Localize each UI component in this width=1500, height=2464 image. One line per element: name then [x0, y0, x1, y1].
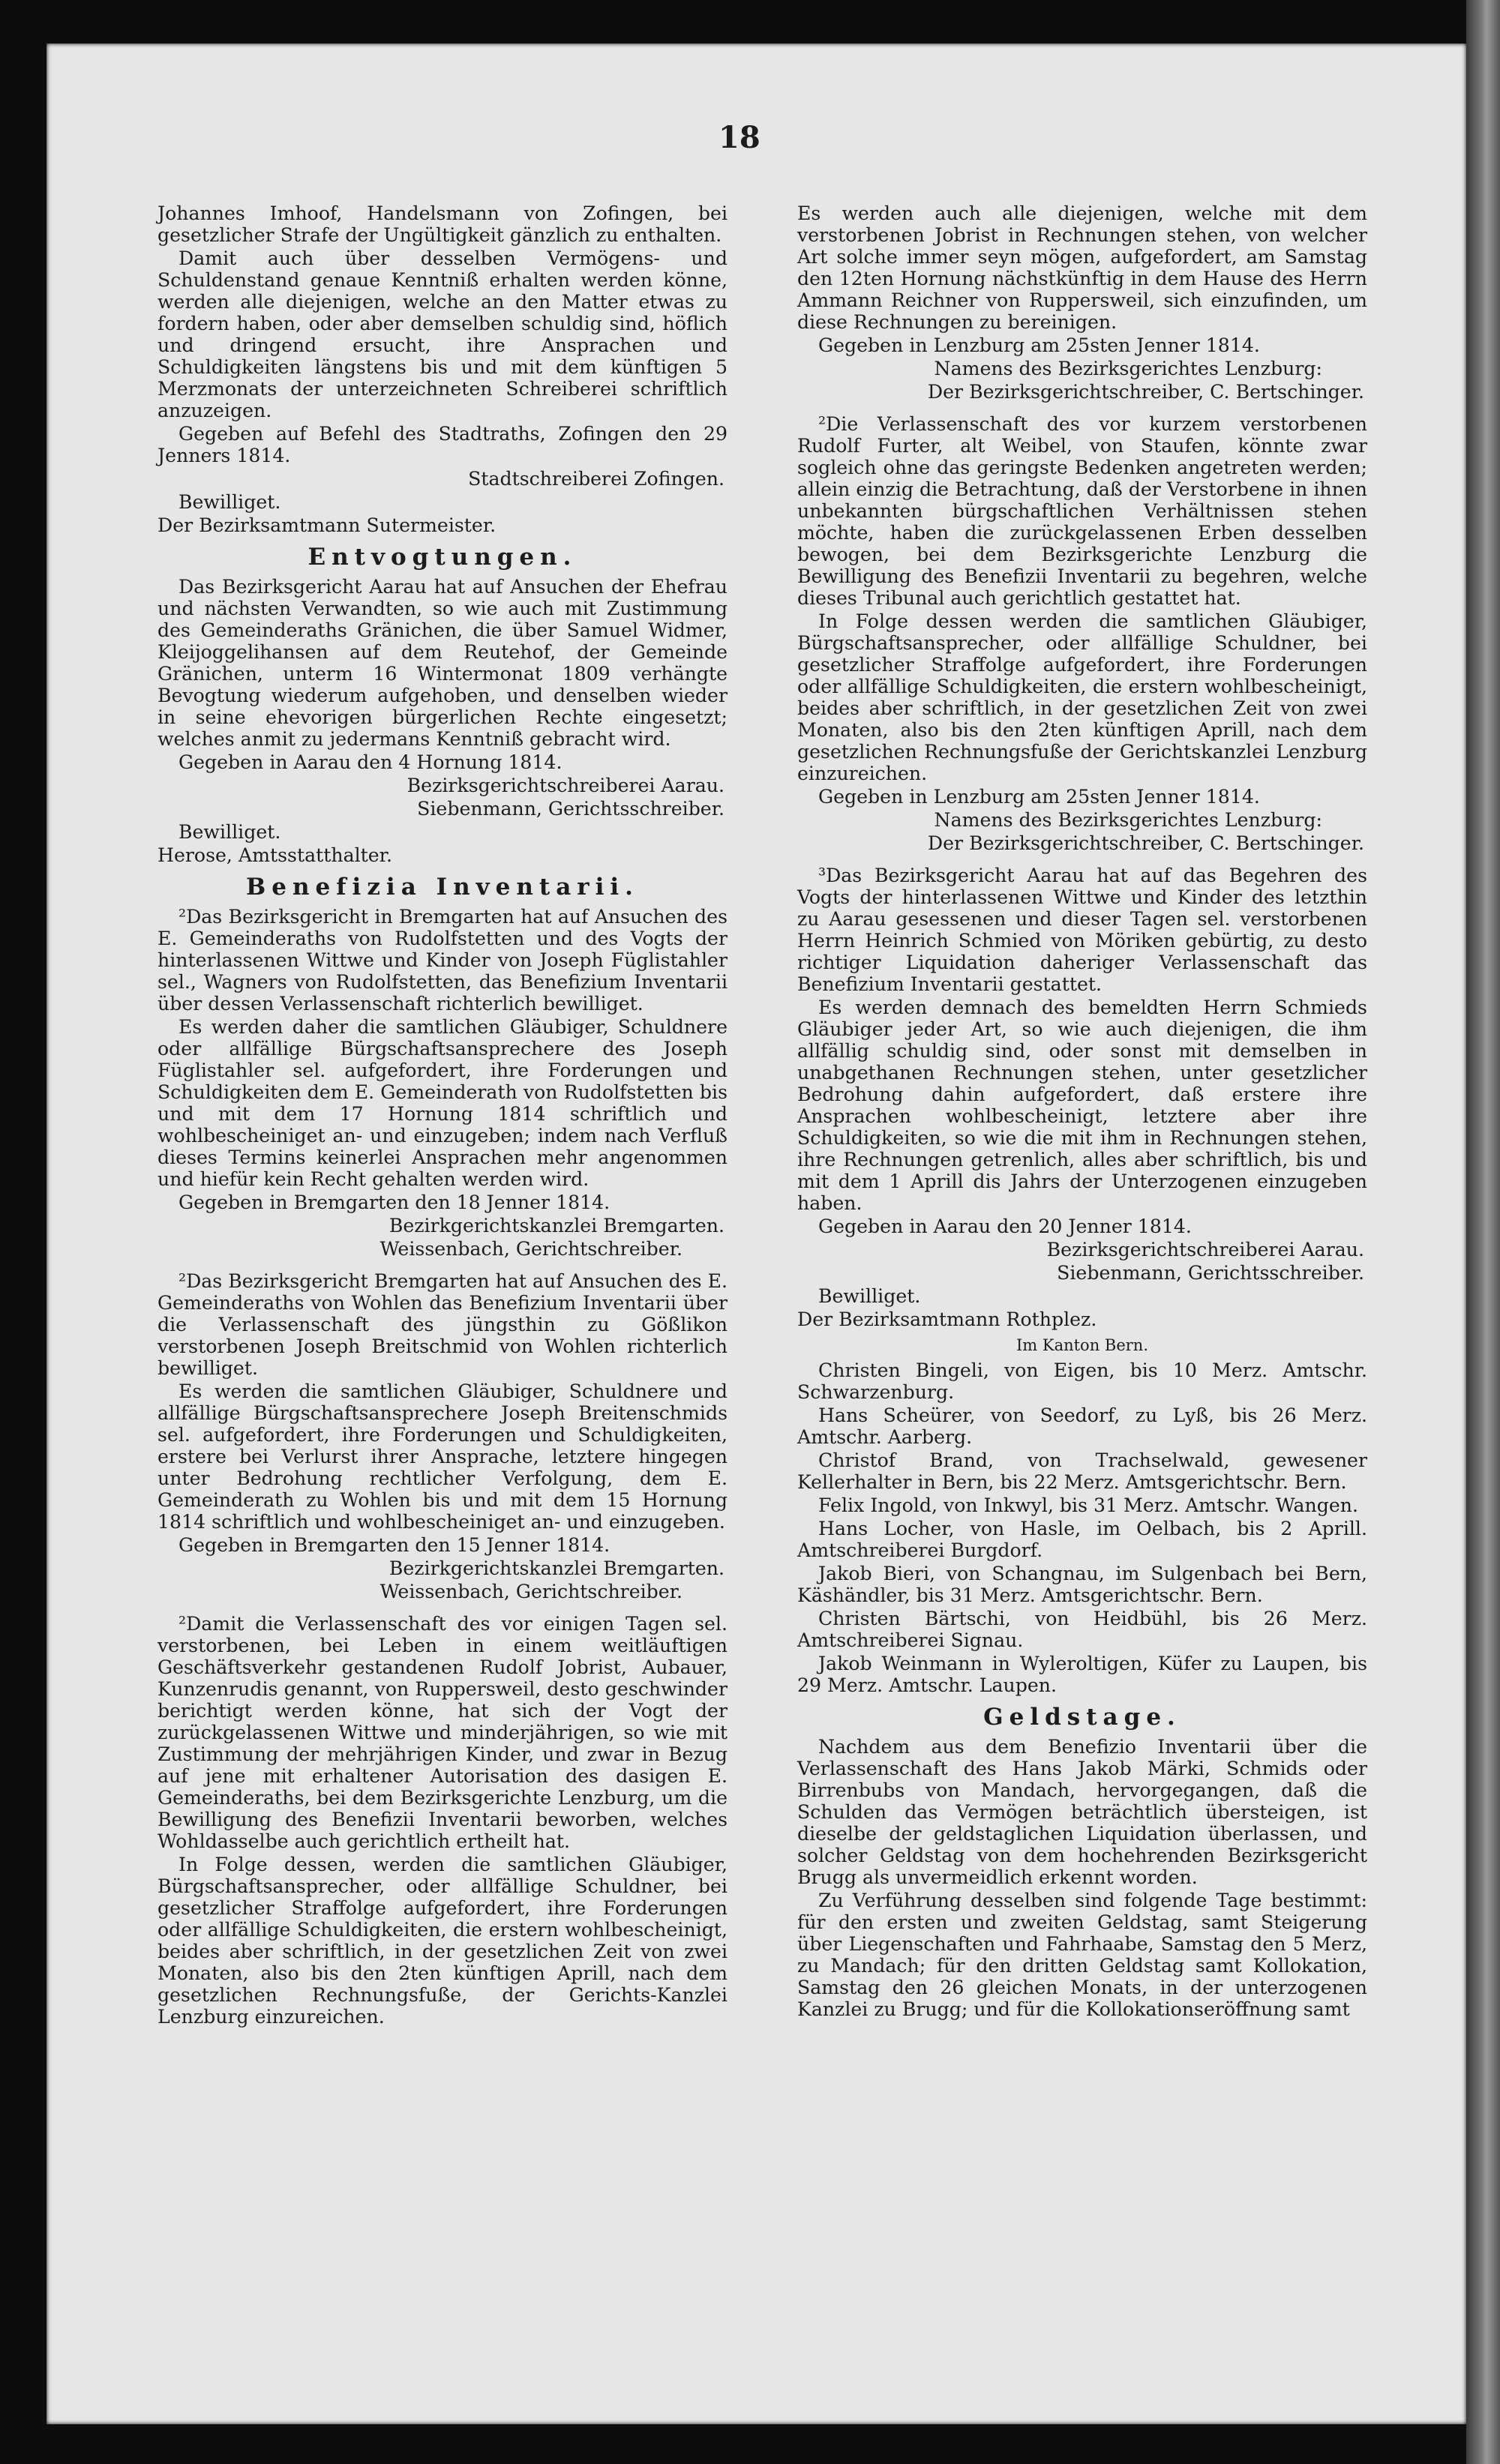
paragraph: Es werden die samtlichen Gläubiger, Schuldnere und allfällige Bürgschaftsansprechere Joseph Breitenschmids sel. aufgefordert, ihre Forderungen und Schuldigkeiten, erstere bei Verlurst ihrer Ansprache, letztere hingegen unter Bedrohung rechtlicher Verfolgung, dem E. Gemeinderath zu Wohlen bis und mit dem 15 Hornung 1814 schriftlich und wohlbescheiniget an- und einzugeben.	[158, 1380, 728, 1533]
paragraph: Johannes Imhoof, Handelsmann von Zofingen, bei gesetzlicher Strafe der Ungültigkeit gänzlich zu enthalten.	[158, 202, 728, 246]
left-column	[158, 202, 728, 2029]
signature: Bezirkgerichtskanzlei Bremgarten.	[388, 1557, 724, 1579]
signature: Der Bezirksgerichtschreiber, C. Bertschinger.	[927, 832, 1364, 854]
signature: Namens des Bezirksgerichtes Lenzburg:	[934, 358, 1322, 379]
signature: Siebenmann, Gerichtsschreiber.	[417, 798, 724, 820]
paragraph: Damit auch über desselben Vermögens- und Schuldenstand genaue Kenntniß erhalten werden könne, werden alle diejenigen, welche an den Matter etwas zu fordern haben, oder aber demselben schuldig sind, höflich und dringend ersucht, ihre Ansprachen und Schuldigkeiten längstens bis und mit dem künftigen 5 Merzmonats der unterzeichneten Schreiberei schriftlich anzuzeigen.	[158, 247, 728, 421]
signature: Bezirksgerichtschreiberei Aarau.	[1046, 1239, 1364, 1260]
section-heading-geldstage: Geldstage.	[983, 1704, 1181, 1731]
canton-label: Im Kanton Bern.	[1016, 1336, 1148, 1354]
paragraph: Es werden demnach des bemeldten Herrn Schmieds Gläubiger jeder Art, so wie auch diejenigen, die ihm allfällig schuldig sind, oder sonst mit demselben in unabgethanen Rechnungen stehen, unter gesetzlicher Bedrohung dahin aufgefordert, daß erstere ihre Ansprachen wohlbescheinigt, letztere aber ihre Schuldigkeiten, so wie die mit ihm in Rechnungen stehen, ihre Rechnungen getrenlich, alles aber schriftlich, bis und mit dem 1 Aprill dis Jahrs der Unterzogenen einzugeben haben.	[797, 997, 1367, 1214]
approval-by: Herose, Amtsstatthalter.	[158, 844, 392, 866]
paragraph: Das Bezirksgericht Aarau hat auf Ansuchen der Ehefrau und nächsten Verwandten, so wie auch mit Zustimmung des Gemeinderaths Gränichen, die über Samuel Widmer, Kleijoggelihansen auf dem Reutehof, der Gemeinde Gränichen, unterm 16 Wintermonat 1809 verhängte Bevogtung wiederum aufgehoben, und denselben wieder in seine ehevorigen bürgerlichen Rechte eingesetzt; welches anmit zu jedermans Kenntniß gebracht wird.	[158, 576, 728, 750]
signature: Stadtschreiberei Zofingen.	[468, 468, 724, 490]
approval: Bewilliget.	[178, 491, 281, 513]
paragraph: Gegeben in Aarau den 4 Hornung 1814.	[178, 751, 562, 773]
list-item: Christen Bingeli, von Eigen, bis 10 Merz. Amtschr. Schwarzenburg.	[797, 1359, 1367, 1403]
list-item: Felix Ingold, von Inkwyl, bis 31 Merz. Amtschr. Wangen.	[818, 1494, 1359, 1516]
paragraph: In Folge dessen werden die samtlichen Gläubiger, Bürgschaftsansprecher, oder allfällige Schuldner, bei gesetzlicher Straffolge aufgefordert, ihre Forderungen oder allfällige Schuldigkeiten, die erstern wohlbescheinigt, beides aber schriftlich, in der gesetzlichen Zeit von zwei Monaten, also bis den 2ten künftigen Aprill, nach dem gesetzlichen Rechnungsfuße der Gerichtskanzlei Lenzburg einzureichen.	[797, 610, 1367, 784]
right-column	[797, 202, 1367, 2022]
paragraph: ²Damit die Verlassenschaft des vor einigen Tagen sel. verstorbenen, bei Leben in einem weitläuftigen Geschäftsverkehr gestandenen Rudolf Jobrist, Aubauer, Kunzenrudis genannt, von Ruppersweil, desto geschwinder berichtigt werden könne, hat sich der Vogt der zurückgelassenen Wittwe und minderjährigen, so wie mit Zustimmung der mehrjährigen Kinder, und zwar in Bezug auf jene mit erhaltener Autorisation des dasigen E. Gemeinderaths, bei dem Bezirksgerichte Lenzburg, um die Bewilligung des Benefizii Inventarii beworben, welches Wohldasselbe auch gerichtlich ertheilt hat.	[158, 1613, 728, 1852]
book-edge	[1466, 0, 1500, 2464]
section-heading-entvogtungen: Entvogtungen.	[308, 544, 578, 571]
approval-by: Der Bezirksamtmann Rothplez.	[797, 1308, 1097, 1330]
paragraph: In Folge dessen, werden die samtlichen Gläubiger, Bürgschaftsansprecher, oder allfällige Schuldner, bei gesetzlicher Straffolge aufgefordert, ihre Forderungen oder allfällige Schuldigkeiten, die erstern wohlbescheinigt, beides aber schriftlich, in der gesetzlichen Zeit von zwei Monaten, also bis den 2ten künftigen Aprill, nach dem gesetzlichen Rechnungsfuße, der Gerichts-Kanzlei Lenzburg einzureichen.	[158, 1854, 728, 2028]
signature: Weissenbach, Gerichtschreiber.	[380, 1581, 682, 1602]
paragraph: Gegeben in Lenzburg am 25sten Jenner 1814.	[818, 786, 1260, 808]
signature: Bezirkgerichtskanzlei Bremgarten.	[388, 1215, 724, 1236]
list-item: Hans Scheürer, von Seedorf, zu Lyß, bis 26 Merz. Amtschr. Aarberg.	[797, 1404, 1367, 1448]
section-heading-benefizia: Benefizia Inventarii.	[246, 874, 639, 901]
list-item: Hans Locher, von Hasle, im Oelbach, bis 2 Aprill. Amtschreiberei Burgdorf.	[797, 1518, 1367, 1561]
paragraph: ²Die Verlassenschaft des vor kurzem verstorbenen Rudolf Furter, alt Weibel, von Staufen, könnte zwar sogleich ohne das geringste Bedenken angetreten werden; allein einzig die Betrachtung, daß der Verstorbene in ihnen unbekannten bürgschaftlichen Verhältnissen stehen möchte, haben die zurückgelassenen Erben desselben bewogen, bei dem Bezirksgerichte Lenzburg die Bewilligung des Benefizii Inventarii zu begehren, welche dieses Tribunal auch gerichtlich gestattet hat.	[797, 413, 1367, 609]
paragraph: ²Das Bezirksgericht in Bremgarten hat auf Ansuchen des E. Gemeinderaths von Rudolfstetten und des Vogts der hinterlassenen Wittwe und Kinder von Joseph Füglistahler sel., Wagners von Rudolfstetten, das Benefizium Inventarii über dessen Verlassenschaft richterlich bewilliget.	[158, 906, 728, 1015]
signature: Siebenmann, Gerichtsschreiber.	[1057, 1262, 1364, 1284]
signature: Weissenbach, Gerichtschreiber.	[380, 1238, 682, 1260]
signature: Namens des Bezirksgerichtes Lenzburg:	[934, 809, 1322, 831]
list-item: Christen Bärtschi, von Heidbühl, bis 26 Merz. Amtschreiberei Signau.	[797, 1608, 1367, 1651]
paragraph: Gegeben in Aarau den 20 Jenner 1814.	[818, 1216, 1192, 1237]
approval: Bewilliget.	[818, 1285, 921, 1307]
paragraph: Es werden daher die samtlichen Gläubiger, Schuldnere oder allfällige Bürgschaftsansprechere des Joseph Füglistahler sel. aufgefordert, ihre Forderungen und Schuldigkeiten dem E. Gemeinderath von Rudolfstetten bis und mit dem 17 Hornung 1814 schriftlich und wohlbescheiniget an- und einzugeben; indem nach Verfluß dieses Termins keinerlei Ansprachen mehr angenommen und hiefür kein Recht gehalten werden wird.	[158, 1016, 728, 1190]
paragraph: Nachdem aus dem Benefizio Inventarii über die Verlassenschaft des Hans Jakob Märki, Schmids oder Birrenbubs von Mandach, hervorgegangen, daß die Schulden das Vermögen beträchtlich übersteigen, ist dieselbe der geldstaglichen Liquidation überlassen, und solcher Geldstag von dem hochehrenden Bezirksgericht Brugg als unvermeidlich erkennt worden.	[797, 1736, 1367, 1888]
paragraph: Zu Verführung desselben sind folgende Tage bestimmt: für den ersten und zweiten Geldstag, samt Steigerung über Liegenschaften und Fahrhaabe, Samstag den 5 Merz, zu Mandach; für den dritten Geldstag samt Kollokation, Samstag den 26 gleichen Monats, in der unterzogenen Kanzlei zu Brugg; und für die Kollokationseröffnung samt	[797, 1890, 1367, 2020]
paragraph: ²Das Bezirksgericht Bremgarten hat auf Ansuchen des E. Gemeinderaths von Wohlen das Benefizium Inventarii über die Verlassenschaft des jüngsthin zu Gößlikon verstorbenen Joseph Breitschmid von Wohlen richterlich bewilliget.	[158, 1270, 728, 1379]
paragraph: ³Das Bezirksgericht Aarau hat auf das Begehren des Vogts der hinterlassenen Wittwe und Kinder des letzthin zu Aarau gesessenen und dieser Tagen sel. verstorbenen Herrn Heinrich Schmied von Möriken gebürtig, zu desto richtiger Liquidation daheriger Verlassenschaft das Benefizium Inventarii gestattet.	[797, 865, 1367, 995]
approval: Bewilliget.	[178, 821, 281, 843]
paragraph: Gegeben in Lenzburg am 25sten Jenner 1814.	[818, 334, 1260, 356]
list-item: Christof Brand, von Trachselwald, gewesener Kellerhalter in Bern, bis 22 Merz. Amtsgerichtschr. Bern.	[797, 1449, 1367, 1493]
list-item: Jakob Bieri, von Schangnau, im Sulgenbach bei Bern, Käshändler, bis 31 Merz. Amtsgerichtschr. Bern.	[797, 1563, 1367, 1606]
signature: Bezirksgerichtschreiberei Aarau.	[406, 775, 724, 796]
signature: Der Bezirksgerichtschreiber, C. Bertschinger.	[927, 381, 1364, 403]
paragraph: Gegeben in Bremgarten den 15 Jenner 1814.	[178, 1534, 610, 1556]
paragraph: Gegeben auf Befehl des Stadtraths, Zofingen den 29 Jenners 1814.	[158, 423, 728, 466]
paragraph: Gegeben in Bremgarten den 18 Jenner 1814.	[178, 1192, 610, 1213]
page-number: 18	[718, 120, 760, 155]
list-item: Jakob Weinmann in Wyleroltigen, Küfer zu Laupen, bis 29 Merz. Amtschr. Laupen.	[797, 1653, 1367, 1696]
approval-by: Der Bezirksamtmann Sutermeister.	[158, 514, 496, 536]
paragraph: Es werden auch alle diejenigen, welche mit dem verstorbenen Jobrist in Rechnungen stehen, von welcher Art solche immer seyn mögen, aufgefordert, am Samstag den 12ten Hornung nächstkünftig in dem Hause des Herrn Ammann Reichner von Ruppersweil, sich einzufinden, um diese Rechnungen zu bereinigen.	[797, 202, 1367, 333]
